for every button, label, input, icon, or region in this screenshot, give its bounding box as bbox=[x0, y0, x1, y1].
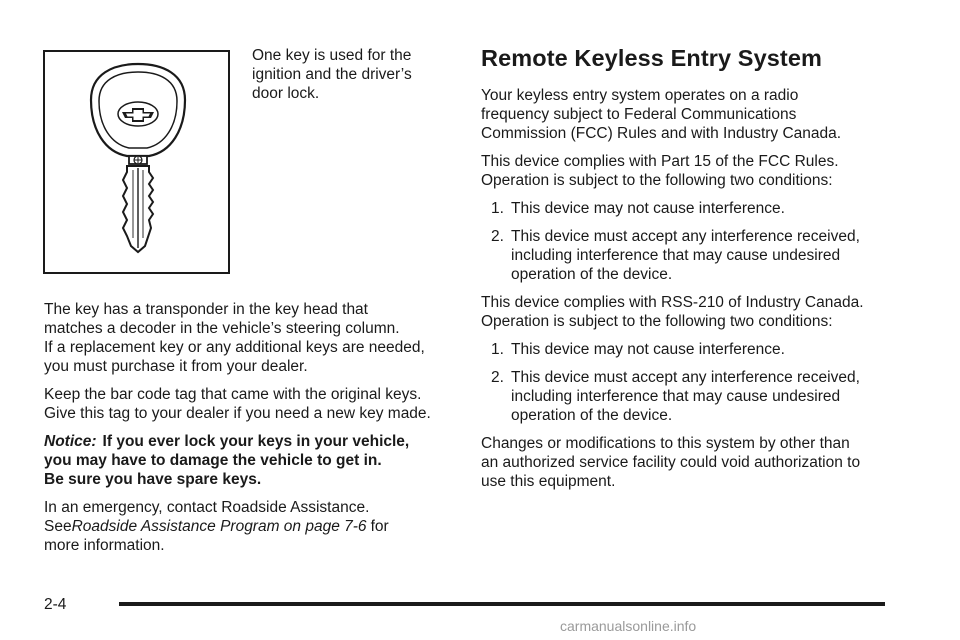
text-line: Give this tag to your dealer if you need a new key made. bbox=[44, 405, 431, 422]
text-line: This device may not cause interference. bbox=[511, 200, 785, 217]
list-item bbox=[481, 199, 901, 218]
watermark-text: carmanualsonline.info bbox=[560, 618, 697, 634]
caption-line: ignition and the driver’s bbox=[252, 66, 412, 83]
notice-paragraph bbox=[44, 432, 454, 489]
text-line: Keep the bar code tag that came with the original keys. bbox=[44, 386, 422, 403]
roadside-assistance-link[interactable]: Roadside Assistance Program on page 7-6 bbox=[71, 518, 367, 535]
transponder-paragraph bbox=[44, 300, 454, 376]
text-line: more information. bbox=[44, 537, 165, 554]
text-line: If you ever lock your keys in your vehicle, bbox=[102, 433, 410, 450]
bar-code-paragraph bbox=[44, 385, 454, 423]
text-line: This device must accept any interference received, bbox=[511, 369, 860, 386]
fcc-conditions-list bbox=[481, 199, 901, 284]
modifications-paragraph bbox=[481, 434, 901, 491]
list-number: 2. bbox=[491, 228, 504, 245]
right-column bbox=[481, 44, 901, 500]
text-line: In an emergency, contact Roadside Assistance. bbox=[44, 499, 370, 516]
text-line: including interference that may cause undesired bbox=[511, 247, 841, 264]
text-line: you may have to damage the vehicle to get in. bbox=[44, 452, 382, 469]
caption-line: One key is used for the bbox=[252, 47, 412, 64]
page-number: 2-4 bbox=[44, 596, 67, 613]
text-line: If a replacement key or any additional keys are needed, bbox=[44, 339, 425, 356]
text-line: matches a decoder in the vehicle’s steering column. bbox=[44, 320, 400, 337]
text-line: This device complies with RSS-210 of Industry Canada. bbox=[481, 294, 864, 311]
text-line: This device must accept any interference received, bbox=[511, 228, 860, 245]
list-item bbox=[481, 227, 901, 284]
text-line: including interference that may cause undesired bbox=[511, 388, 841, 405]
section-heading: Remote Keyless Entry System bbox=[481, 45, 822, 71]
rss-conditions-list bbox=[481, 340, 901, 425]
footer-rule bbox=[119, 602, 885, 606]
text-line: Operation is subject to the following two conditions: bbox=[481, 313, 833, 330]
key-caption bbox=[252, 46, 452, 103]
list-item bbox=[481, 368, 901, 425]
caption-line: door lock. bbox=[252, 85, 320, 102]
text-line: Operation is subject to the following two conditions: bbox=[481, 172, 833, 189]
text-line: frequency subject to Federal Communications bbox=[481, 106, 797, 123]
key-illustration bbox=[43, 50, 230, 274]
list-number: 2. bbox=[491, 369, 504, 386]
keyless-intro-paragraph bbox=[481, 86, 901, 143]
list-item bbox=[481, 340, 901, 359]
left-column bbox=[44, 300, 454, 564]
list-number: 1. bbox=[491, 200, 504, 217]
text-line: use this equipment. bbox=[481, 473, 616, 490]
rss-paragraph bbox=[481, 293, 901, 331]
text-line: operation of the device. bbox=[511, 407, 673, 424]
text-line: an authorized service facility could void authorization to bbox=[481, 454, 861, 471]
notice-label: Notice: bbox=[44, 433, 97, 450]
text-line: The key has a transponder in the key head that bbox=[44, 301, 368, 318]
text-fragment: for bbox=[370, 518, 389, 535]
text-line: operation of the device. bbox=[511, 266, 673, 283]
text-line: This device complies with Part 15 of the FCC Rules. bbox=[481, 153, 839, 170]
text-fragment: See bbox=[44, 518, 72, 535]
text-line: Changes or modifications to this system by other than bbox=[481, 435, 850, 452]
text-line: Your keyless entry system operates on a radio bbox=[481, 87, 799, 104]
fcc-paragraph bbox=[481, 152, 901, 190]
text-line: Be sure you have spare keys. bbox=[44, 471, 262, 488]
text-line: Commission (FCC) Rules and with Industry Canada. bbox=[481, 125, 842, 142]
text-line: This device may not cause interference. bbox=[511, 341, 785, 358]
key-icon bbox=[45, 52, 232, 276]
text-line: you must purchase it from your dealer. bbox=[44, 358, 308, 375]
emergency-paragraph bbox=[44, 498, 454, 555]
list-number: 1. bbox=[491, 341, 504, 358]
